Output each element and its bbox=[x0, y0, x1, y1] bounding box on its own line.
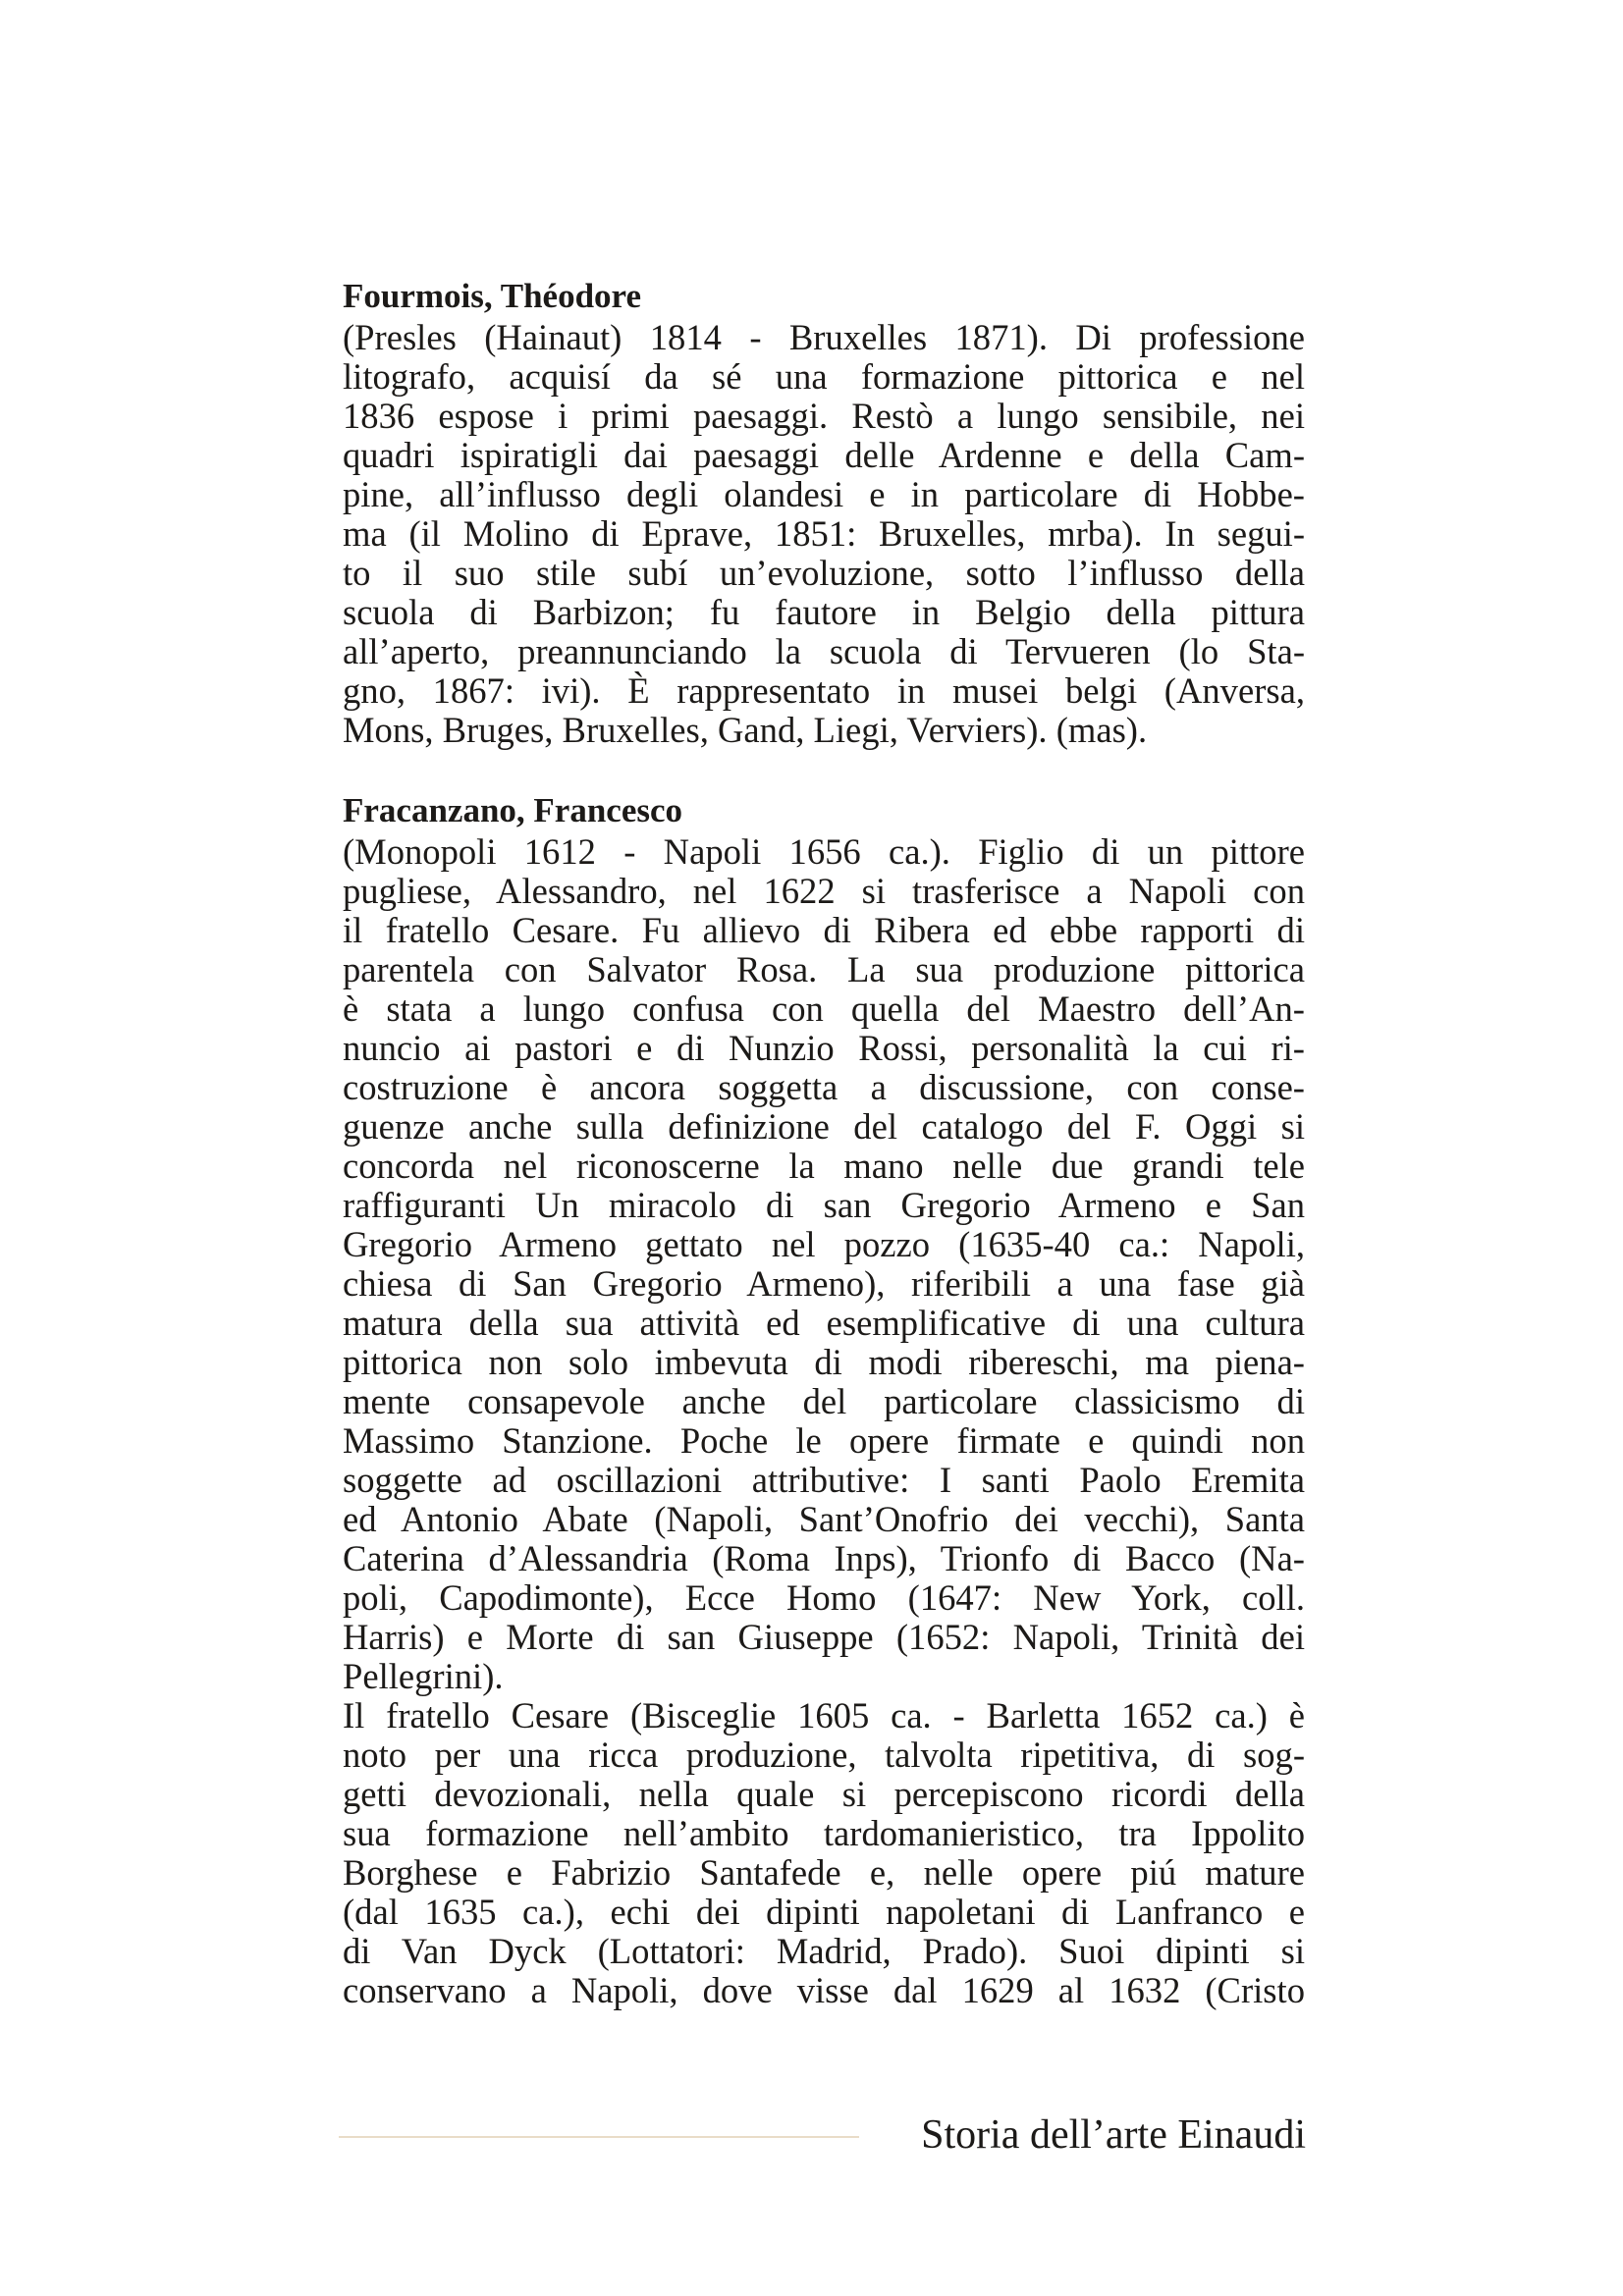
page-footer bbox=[339, 2110, 1306, 2160]
text-line: scuola di Barbizon; fu fautore in Belgio della pittura bbox=[343, 592, 1305, 632]
page-body bbox=[343, 275, 1305, 2010]
text-line: mente consapevole anche del particolare classicismo di bbox=[343, 1381, 1305, 1421]
text-line: noto per una ricca produzione, talvolta ripetitiva, di sog- bbox=[343, 1735, 1305, 1775]
text-line: matura della sua attività ed esemplificative di una cultura bbox=[343, 1303, 1305, 1343]
text-line: conservano a Napoli, dove visse dal 1629 al 1632 (Cristo bbox=[343, 1970, 1305, 2010]
entry-text-fourmois bbox=[343, 318, 1305, 750]
text-line: 1836 espose i primi paesaggi. Restò a lungo sensibile, nei bbox=[343, 396, 1305, 436]
text-line: Borghese e Fabrizio Santafede e, nelle opere piú mature bbox=[343, 1852, 1305, 1893]
text-line: ed Antonio Abate (Napoli, Sant’Onofrio dei vecchi), Santa bbox=[343, 1499, 1305, 1539]
footer-title: Storia dell’arte Einaudi bbox=[921, 2112, 1306, 2158]
text-line: chiesa di San Gregorio Armeno), riferibili a una fase già bbox=[343, 1263, 1305, 1304]
entry-text-fracanzano bbox=[343, 832, 1305, 2010]
text-line: Massimo Stanzione. Poche le opere firmate e quindi non bbox=[343, 1420, 1305, 1461]
text-line: il fratello Cesare. Fu allievo di Ribera ed ebbe rapporti di bbox=[343, 910, 1305, 950]
footer-divider bbox=[339, 2136, 859, 2138]
text-line: guenze anche sulla definizione del catalogo del F. Oggi si bbox=[343, 1106, 1305, 1147]
text-line: Gregorio Armeno gettato nel pozzo (1635-40 ca.: Napoli, bbox=[343, 1224, 1305, 1264]
text-line: pine, all’influsso degli olandesi e in particolare di Hobbe- bbox=[343, 474, 1305, 514]
text-line: sua formazione nell’ambito tardomanieristico, tra Ippolito bbox=[343, 1813, 1305, 1853]
text-line: è stata a lungo confusa con quella del Maestro dell’An- bbox=[343, 988, 1305, 1029]
text-line: pittorica non solo imbevuta di modi ribereschi, ma piena- bbox=[343, 1342, 1305, 1382]
text-line: litografo, acquisí da sé una formazione pittorica e nel bbox=[343, 356, 1305, 397]
text-line: costruzione è ancora soggetta a discussione, con conse- bbox=[343, 1067, 1305, 1107]
text-line: quadri ispiratigli dai paesaggi delle Ardenne e della Cam- bbox=[343, 435, 1305, 475]
text-line: (dal 1635 ca.), echi dei dipinti napoletani di Lanfranco e bbox=[343, 1892, 1305, 1932]
text-line: all’aperto, preannunciando la scuola di Tervueren (lo Sta- bbox=[343, 631, 1305, 671]
entry-heading-fourmois: Fourmois, Théodore bbox=[343, 277, 641, 315]
text-line: Il fratello Cesare (Bisceglie 1605 ca. - Barletta 1652 ca.) è bbox=[343, 1695, 1305, 1735]
entry-heading-fracanzano: Fracanzano, Francesco bbox=[343, 791, 683, 829]
text-line: to il suo stile subí un’evoluzione, sotto l’influsso della bbox=[343, 553, 1305, 593]
text-line: (Presles (Hainaut) 1814 - Bruxelles 1871). Di professione bbox=[343, 317, 1305, 357]
text-line: Caterina d’Alessandria (Roma Inps), Trionfo di Bacco (Na- bbox=[343, 1538, 1305, 1578]
text-line: Mons, Bruges, Bruxelles, Gand, Liegi, Verviers). (mas). bbox=[343, 710, 1148, 750]
text-line: ma (il Molino di Eprave, 1851: Bruxelles, mrba). In segui- bbox=[343, 513, 1305, 554]
text-line: gno, 1867: ivi). È rappresentato in musei belgi (Anversa, bbox=[343, 670, 1305, 711]
text-line: parentela con Salvator Rosa. La sua produzione pittorica bbox=[343, 949, 1305, 989]
text-line: soggette ad oscillazioni attributive: I santi Paolo Eremita bbox=[343, 1460, 1305, 1500]
text-line: Harris) e Morte di san Giuseppe (1652: Napoli, Trinità dei bbox=[343, 1617, 1305, 1657]
text-line: raffiguranti Un miracolo di san Gregorio Armeno e San bbox=[343, 1185, 1305, 1225]
text-line: poli, Capodimonte), Ecce Homo (1647: New York, coll. bbox=[343, 1577, 1305, 1618]
entry-spacer bbox=[343, 750, 1305, 789]
text-line: Pellegrini). bbox=[343, 1656, 504, 1696]
text-line: (Monopoli 1612 - Napoli 1656 ca.). Figlio di un pittore bbox=[343, 831, 1305, 872]
text-line: pugliese, Alessandro, nel 1622 si trasferisce a Napoli con bbox=[343, 871, 1305, 911]
text-line: concorda nel riconoscerne la mano nelle due grandi tele bbox=[343, 1146, 1305, 1186]
text-line: di Van Dyck (Lottatori: Madrid, Prado). Suoi dipinti si bbox=[343, 1931, 1305, 1971]
text-line: nuncio ai pastori e di Nunzio Rossi, personalità la cui ri- bbox=[343, 1028, 1305, 1068]
text-line: getti devozionali, nella quale si percepiscono ricordi della bbox=[343, 1774, 1305, 1814]
